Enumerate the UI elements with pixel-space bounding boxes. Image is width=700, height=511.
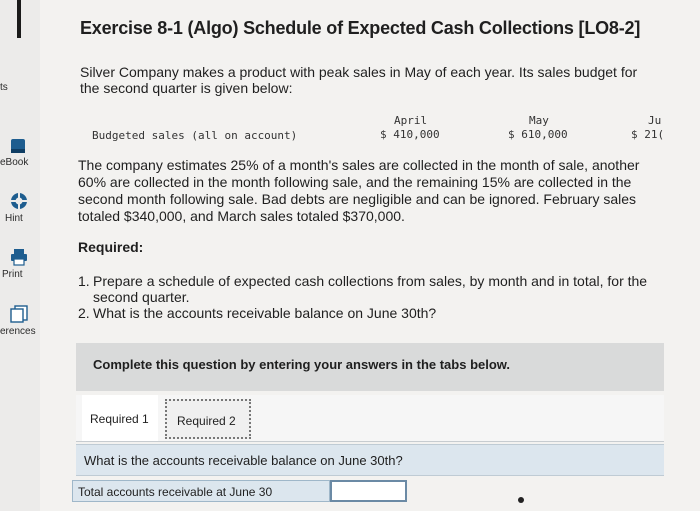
left-toolbar	[0, 0, 41, 511]
list-number: 1.	[78, 273, 90, 289]
question-bar	[76, 444, 664, 476]
required-list	[78, 273, 668, 321]
printer-icon	[10, 248, 28, 266]
question-text: What is the accounts receivable balance on June 30th?	[84, 453, 403, 468]
month-value-may: $ 610,000	[508, 128, 568, 141]
exercise-title: Exercise 8-1 (Algo) Schedule of Expected Cash Collections [LO8-2]	[80, 18, 641, 38]
sidebar-item-print[interactable]	[0, 248, 40, 282]
cursor-dot	[518, 497, 524, 503]
total-receivable-input[interactable]	[330, 480, 407, 502]
tab-bar	[76, 395, 664, 442]
sidebar-item-label: eBook	[0, 157, 29, 168]
sidebar-item-hint[interactable]	[0, 192, 40, 226]
answer-label: Total accounts receivable at June 30	[78, 485, 273, 499]
month-header-april: April	[394, 114, 428, 127]
tab-label: Required 1	[90, 412, 149, 426]
list-item	[78, 305, 668, 321]
sidebar-item-ebook[interactable]	[0, 138, 40, 170]
answer-label-cell	[72, 480, 330, 502]
instruction-banner	[76, 343, 664, 391]
sales-budget-table	[80, 112, 680, 148]
instruction-text: Complete this question by entering your answers in the tabs below.	[93, 357, 511, 372]
month-value-april: $ 410,000	[380, 128, 440, 141]
sidebar-item-label: Print	[2, 269, 23, 280]
collection-terms-text: The company estimates 25% of a month's sales are collected in the month of sale, another 60% are collected in the month following sale, and the remaining 15% are collected in the second month following sale. Bad debts are negligible and can be ignored. February sales totaled $340,000, and March sales totaled $370,000.	[78, 157, 640, 224]
tab-required-2[interactable]	[165, 399, 251, 439]
month-header-june: Ju	[648, 114, 662, 127]
month-header-may: May	[529, 114, 549, 127]
tab-required-1[interactable]	[82, 395, 158, 441]
list-number: 2.	[78, 305, 90, 321]
sidebar-item-label: Hint	[5, 213, 23, 224]
list-item	[78, 273, 668, 305]
budget-row-label: Budgeted sales (all on account)	[92, 129, 298, 142]
references-icon	[10, 305, 28, 323]
sidebar-item-label: ts	[0, 82, 8, 93]
book-icon	[10, 138, 26, 154]
tab-label: Required 2	[177, 414, 236, 428]
required-heading: Required:	[78, 239, 144, 255]
answer-row	[72, 480, 407, 502]
sidebar-item-references[interactable]	[0, 305, 40, 339]
list-text: What is the accounts receivable balance on June 30th?	[93, 305, 437, 321]
top-marker	[17, 0, 21, 38]
lifebuoy-icon	[10, 192, 28, 210]
intro-text: Silver Company makes a product with peak sales in May of each year. Its sales budget for the second quarter is given below:	[80, 64, 638, 96]
sidebar-item-label: erences	[0, 326, 36, 337]
list-text: Prepare a schedule of expected cash collections from sales, by month and in total, for the second quarter.	[93, 273, 648, 305]
month-value-june: $ 21(	[631, 128, 665, 141]
